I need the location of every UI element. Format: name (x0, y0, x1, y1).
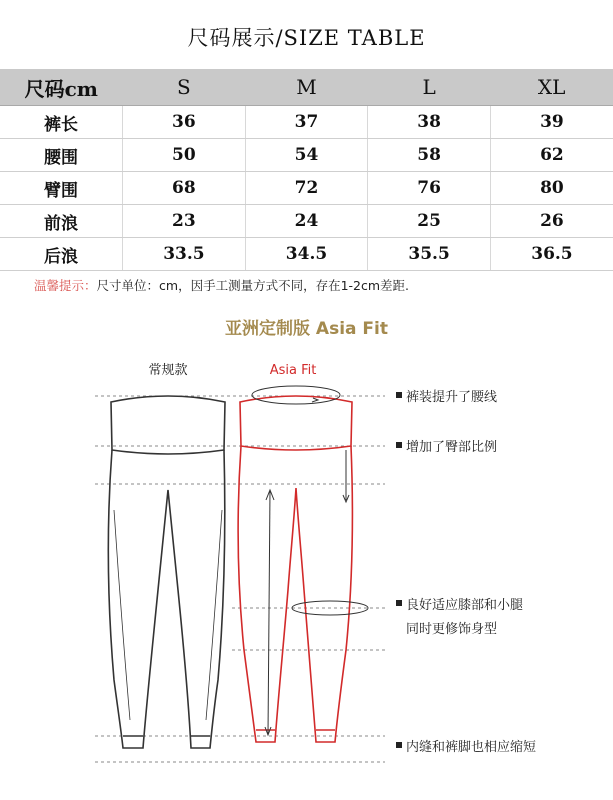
feature-list (396, 389, 536, 755)
table-cell: 39 (490, 106, 613, 139)
row-label: 臂围 (0, 172, 123, 205)
table-cell: 33.5 (123, 238, 246, 271)
size-table (0, 69, 613, 271)
table-cell: 76 (368, 172, 491, 205)
note-hint: 温馨提示： (34, 278, 97, 293)
table-cell: 36.5 (490, 238, 613, 271)
table-row (0, 238, 613, 271)
page-title: 尺码展示/SIZE TABLE (187, 26, 426, 50)
bullet-icon (396, 442, 402, 448)
fit-diagram (0, 350, 613, 800)
table-cell: 62 (490, 139, 613, 172)
table-cell: 23 (123, 205, 246, 238)
table-cell: 80 (490, 172, 613, 205)
table-cell: 68 (123, 172, 246, 205)
table-cell: 24 (245, 205, 368, 238)
header-unit: 尺码cm (0, 69, 123, 106)
bullet-icon (396, 392, 402, 398)
table-cell: 34.5 (245, 238, 368, 271)
table-cell: 72 (245, 172, 368, 205)
bullet-icon (396, 600, 402, 606)
header-size-xl: XL (490, 69, 613, 106)
regular-label: 常规款 (148, 363, 188, 378)
table-header-row (0, 69, 613, 106)
note-text: 尺寸单位：cm，因手工测量方式不同，存在1-2cm差距. (96, 278, 410, 293)
table-row (0, 139, 613, 172)
feature-hip: 增加了臀部比例 (406, 440, 498, 455)
table-cell: 37 (245, 106, 368, 139)
table-row (0, 106, 613, 139)
table-row (0, 205, 613, 238)
feature-inseam: 内缝和裤脚也相应缩短 (406, 740, 537, 755)
row-label: 后浪 (0, 238, 123, 271)
table-cell: 26 (490, 205, 613, 238)
table-cell: 38 (368, 106, 491, 139)
size-note (34, 276, 409, 294)
regular-leggings (108, 396, 225, 748)
row-label: 腰围 (0, 139, 123, 172)
table-cell: 58 (368, 139, 491, 172)
table-row (0, 172, 613, 205)
asia-fit-leggings (238, 396, 352, 742)
feature-shape: 同时更修饰身型 (406, 622, 498, 637)
header-size-s: S (123, 69, 246, 106)
row-label: 前浪 (0, 205, 123, 238)
table-cell: 25 (368, 205, 491, 238)
asia-fit-title: 亚洲定制版 Asia Fit (225, 319, 388, 339)
feature-knee-calf: 良好适应膝部和小腿 (406, 598, 524, 613)
bullet-icon (396, 742, 402, 748)
table-cell: 36 (123, 106, 246, 139)
header-size-m: M (245, 69, 368, 106)
table-cell: 54 (245, 139, 368, 172)
table-cell: 50 (123, 139, 246, 172)
table-cell: 35.5 (368, 238, 491, 271)
header-size-l: L (368, 69, 491, 106)
row-label: 裤长 (0, 106, 123, 139)
feature-waist: 裤装提升了腰线 (406, 390, 498, 405)
asia-fit-label: Asia Fit (269, 363, 317, 378)
